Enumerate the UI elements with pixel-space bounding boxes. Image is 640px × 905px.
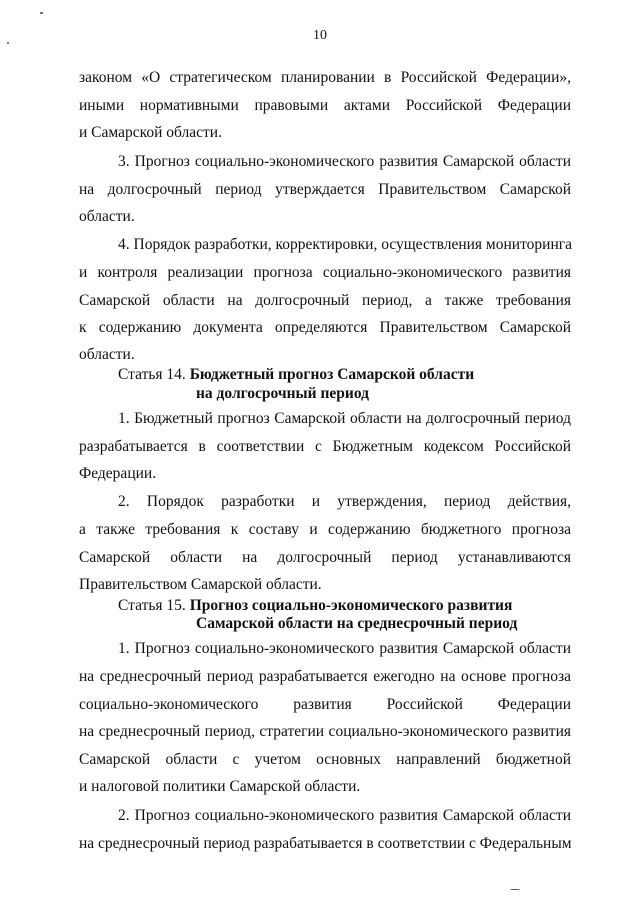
text-line: и контроля реализации прогноза социально-экономического развития: [79, 264, 571, 281]
text-line: на среднесрочный период разрабатывается в соответствии с Федеральным: [79, 835, 572, 852]
text-line: Самарской области с учетом основных направлений бюджетной: [79, 751, 571, 768]
text-line: 2. Порядок разработки и утверждения, период действия,: [118, 493, 571, 510]
text-line: к содержанию документа определяются Правительством Самарской: [79, 319, 571, 336]
text-line: области.: [79, 346, 135, 363]
text-line: 4. Порядок разработки, корректировки, осуществления мониторинга: [118, 236, 572, 253]
text-line: 3. Прогноз социально-экономического развития Самарской области: [118, 153, 571, 170]
text-line: Самарской области на долгосрочный период, а также требования: [79, 292, 571, 309]
text-line: и налоговой политики Самарской области.: [79, 778, 361, 795]
page-number: 10: [313, 28, 327, 43]
text-line: на среднесрочный период, стратегии социально-экономического развития: [79, 723, 571, 740]
text-line: 1. Прогноз социально-экономического развития Самарской области: [118, 640, 571, 657]
text-line: разрабатывается в соответствии с Бюджетным кодексом Российской: [79, 438, 571, 455]
text-line: Правительством Самарской области.: [79, 576, 322, 593]
text-line: законом «О стратегическом планировании в Российской Федерации»,: [79, 69, 571, 86]
text-line: области.: [79, 208, 135, 225]
article-title: на долгосрочный период: [196, 385, 369, 402]
text-line: а также требования к составу и содержанию бюджетного прогноза: [79, 521, 571, 538]
article-title: Самарской области на среднесрочный период: [196, 615, 518, 632]
text-line: социально-экономического развития Российской Федерации: [79, 696, 571, 713]
text-line: и Самарской области.: [79, 124, 222, 141]
text-line: 2. Прогноз социально-экономического развития Самарской области: [118, 807, 571, 824]
article-heading: [118, 596, 512, 615]
text-line: Федерации.: [79, 465, 157, 482]
article-heading-cont: [196, 384, 369, 403]
scan-speck: [7, 42, 9, 44]
text-line: на среднесрочный период разрабатывается ежегодно на основе прогноза: [79, 668, 571, 685]
text-line: иными нормативными правовыми актами Российской Федерации: [79, 97, 571, 114]
article-title: Бюджетный прогноз Самарской области: [189, 366, 475, 383]
text-line: 1. Бюджетный прогноз Самарской области на долгосрочный период: [118, 410, 571, 427]
article-label: Статья 14.: [118, 366, 186, 383]
article-heading: [118, 365, 474, 384]
article-title: Прогноз социально-экономического развития: [189, 597, 513, 614]
scan-speck: [40, 12, 43, 14]
article-heading-cont: [196, 614, 517, 633]
text-line: Самарской области на долгосрочный период устанавливаются: [79, 549, 571, 566]
scan-speck: [510, 889, 520, 890]
article-label: Статья 15.: [118, 597, 186, 614]
text-line: на долгосрочный период утверждается Правительством Самарской: [79, 181, 571, 198]
